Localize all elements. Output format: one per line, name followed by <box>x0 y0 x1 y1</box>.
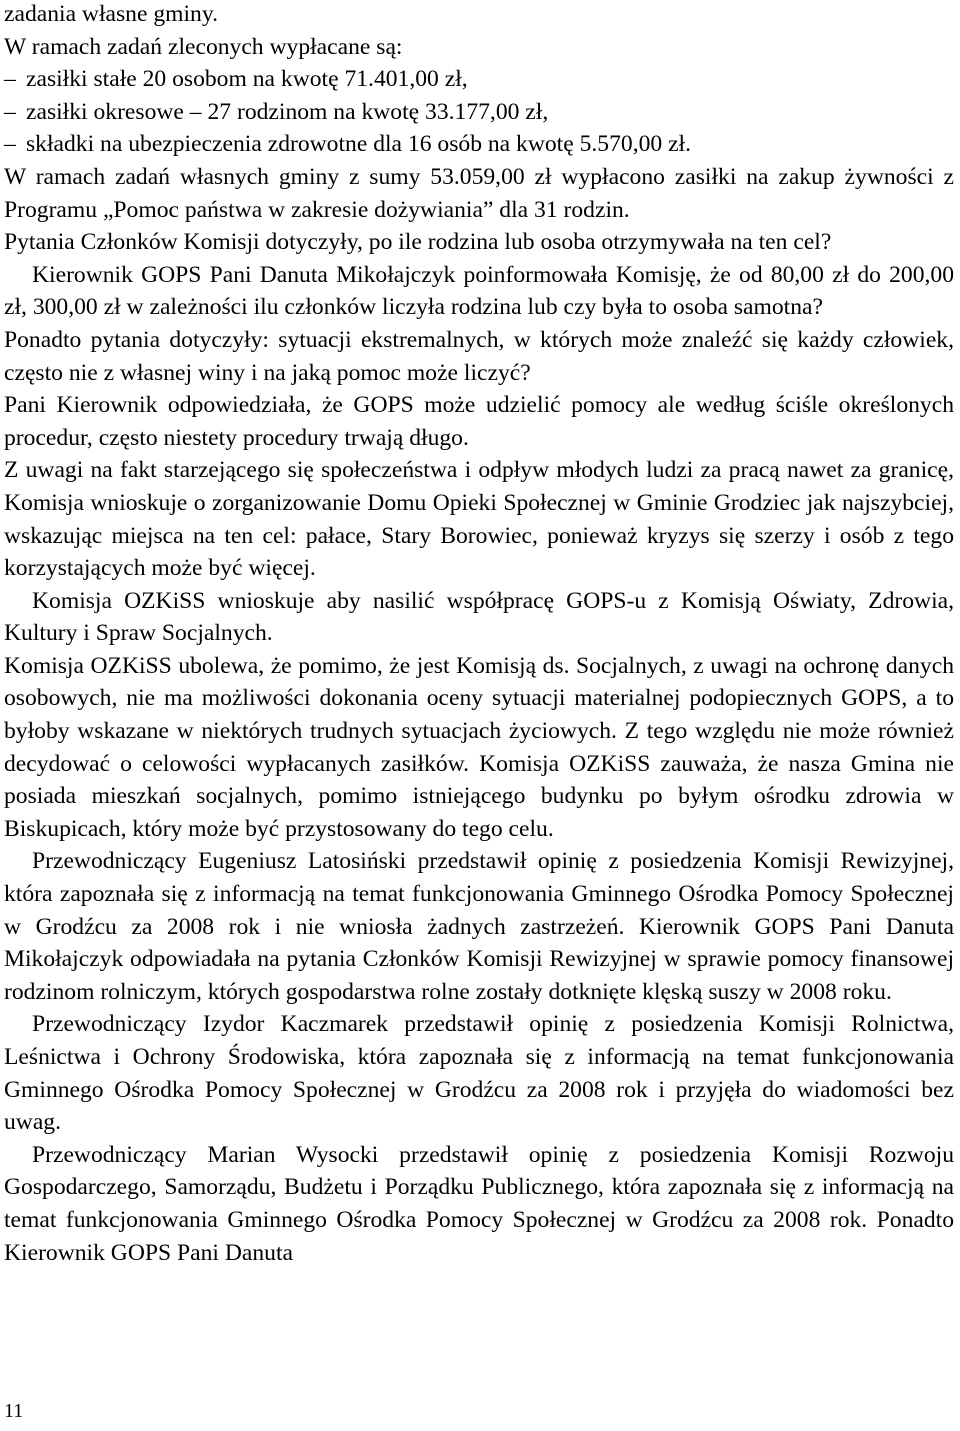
paragraph: zadania własne gminy. <box>4 1 219 27</box>
paragraph: Pani Kierownik odpowiedziała, że GOPS może udzielić pomocy ale według ściśle określonych procedur, często niestety procedury trwają długo. <box>4 392 954 451</box>
bullet-dash: – <box>4 98 16 125</box>
bullet-dash: – <box>4 66 16 93</box>
paragraph: Pytania Członków Komisji dotyczyły, po ile rodzina lub osoba otrzymywała na ten cel? <box>4 229 832 256</box>
document-body <box>4 0 954 1269</box>
paragraph: Przewodniczący Marian Wysocki przedstawił opinię z posiedzenia Komisji Rozwoju Gospodarczego, Samorządu, Budżetu i Porządku Publicznego, która zapoznała się z informacją na temat funkcjonowania Gminnego Ośrodka Pomocy Społecznej w Grodźcu za 2008 rok. Ponadto Kierownik GOPS Pani Danuta <box>4 1141 954 1266</box>
bullet-item <box>4 96 954 129</box>
paragraph: Przewodniczący Izydor Kaczmarek przedstawił opinię z posiedzenia Komisji Rolnictwa, Leśnictwa i Ochrony Środowiska, która zapoznała się z informacją na temat funkcjonowania Gminnego Ośrodka Pomocy Społecznej w Grodźcu za 2008 rok i przyjęła do wiadomości bez uwag. <box>4 1011 954 1136</box>
paragraph: Kierownik GOPS Pani Danuta Mikołajczyk poinformowała Komisję, że od 80,00 zł do 200,00 zł, 300,00 zł w zależności ilu członków liczyła rodzina lub czy była to osoba samotna? <box>4 261 954 321</box>
bullet-text: zasiłki okresowe – 27 rodzinom na kwotę 33.177,00 zł, <box>26 98 549 125</box>
paragraph: Ponadto pytania dotyczyły: sytuacji ekstremalnych, w których może znaleźć się każdy człowiek, często nie z własnej winy i na jaką pomoc może liczyć? <box>4 326 954 386</box>
bullet-item <box>4 128 954 161</box>
bullet-dash: – <box>4 131 16 158</box>
paragraph: W ramach zadań zleconych wypłacane są: <box>4 33 403 60</box>
paragraph: W ramach zadań własnych gminy z sumy 53.059,00 zł wypłacono zasiłki na zakup żywności z Programu „Pomoc państwa w zakresie dożywiania” dla 31 rodzin. <box>4 163 954 223</box>
page-number: 11 <box>4 1400 24 1422</box>
bullet-text: składki na ubezpieczenia zdrowotne dla 16 osób na kwotę 5.570,00 zł. <box>26 131 692 158</box>
paragraph: Przewodniczący Eugeniusz Latosiński przedstawił opinię z posiedzenia Komisji Rewizyjnej, która zapoznała się z informacją na temat funkcjonowania Gminnego Ośrodka Pomocy Społecznej w Grodźcu za 2008 rok i nie wniosła żadnych zastrzeżeń. Kierownik GOPS Pani Danuta Mikołajczyk odpowiadała na pytania Członków Komisji Rewizyjnej w sprawie pomocy finansowej rodzinom rolniczym, których gospodarstwa rolne zostały dotknięte klęską suszy w 2008 roku. <box>4 848 954 1005</box>
paragraph: Komisja OZKiSS ubolewa, że pomimo, że jest Komisją ds. Socjalnych, z uwagi na ochronę danych osobowych, nie ma możliwości dokonania oceny sytuacji materialnej podopiecznych GOPS, a to byłoby wskazane w niektórych trudnych sytuacjach życiowych. Z tego względu nie może również decydować o celowości wypłacanych zasiłków. Komisja OZKiSS zauważa, że nasza Gmina nie posiada mieszkań socjalnych, pomimo istniejącego budynku po byłym ośrodku zdrowia w Biskupicach, który może być przystosowany do tego celu. <box>4 652 954 842</box>
bullet-text: zasiłki stałe 20 osobom na kwotę 71.401,00 zł, <box>26 66 468 93</box>
paragraph: Komisja OZKiSS wnioskuje aby nasilić współpracę GOPS-u z Komisją Oświaty, Zdrowia, Kultury i Spraw Socjalnych. <box>4 587 954 647</box>
bullet-item <box>4 63 954 96</box>
paragraph: Z uwagi na fakt starzejącego się społeczeństwa i odpływ młodych ludzi za pracą nawet za granicę, Komisja wnioskuje o zorganizowanie Domu Opieki Społecznej w Gminie Grodziec jak najszybciej, wskazując miejsca na ten cel: pałace, Stary Borowiec, ponieważ kryzys się szerzy i osób z tego korzystających może być więcej. <box>4 457 954 582</box>
